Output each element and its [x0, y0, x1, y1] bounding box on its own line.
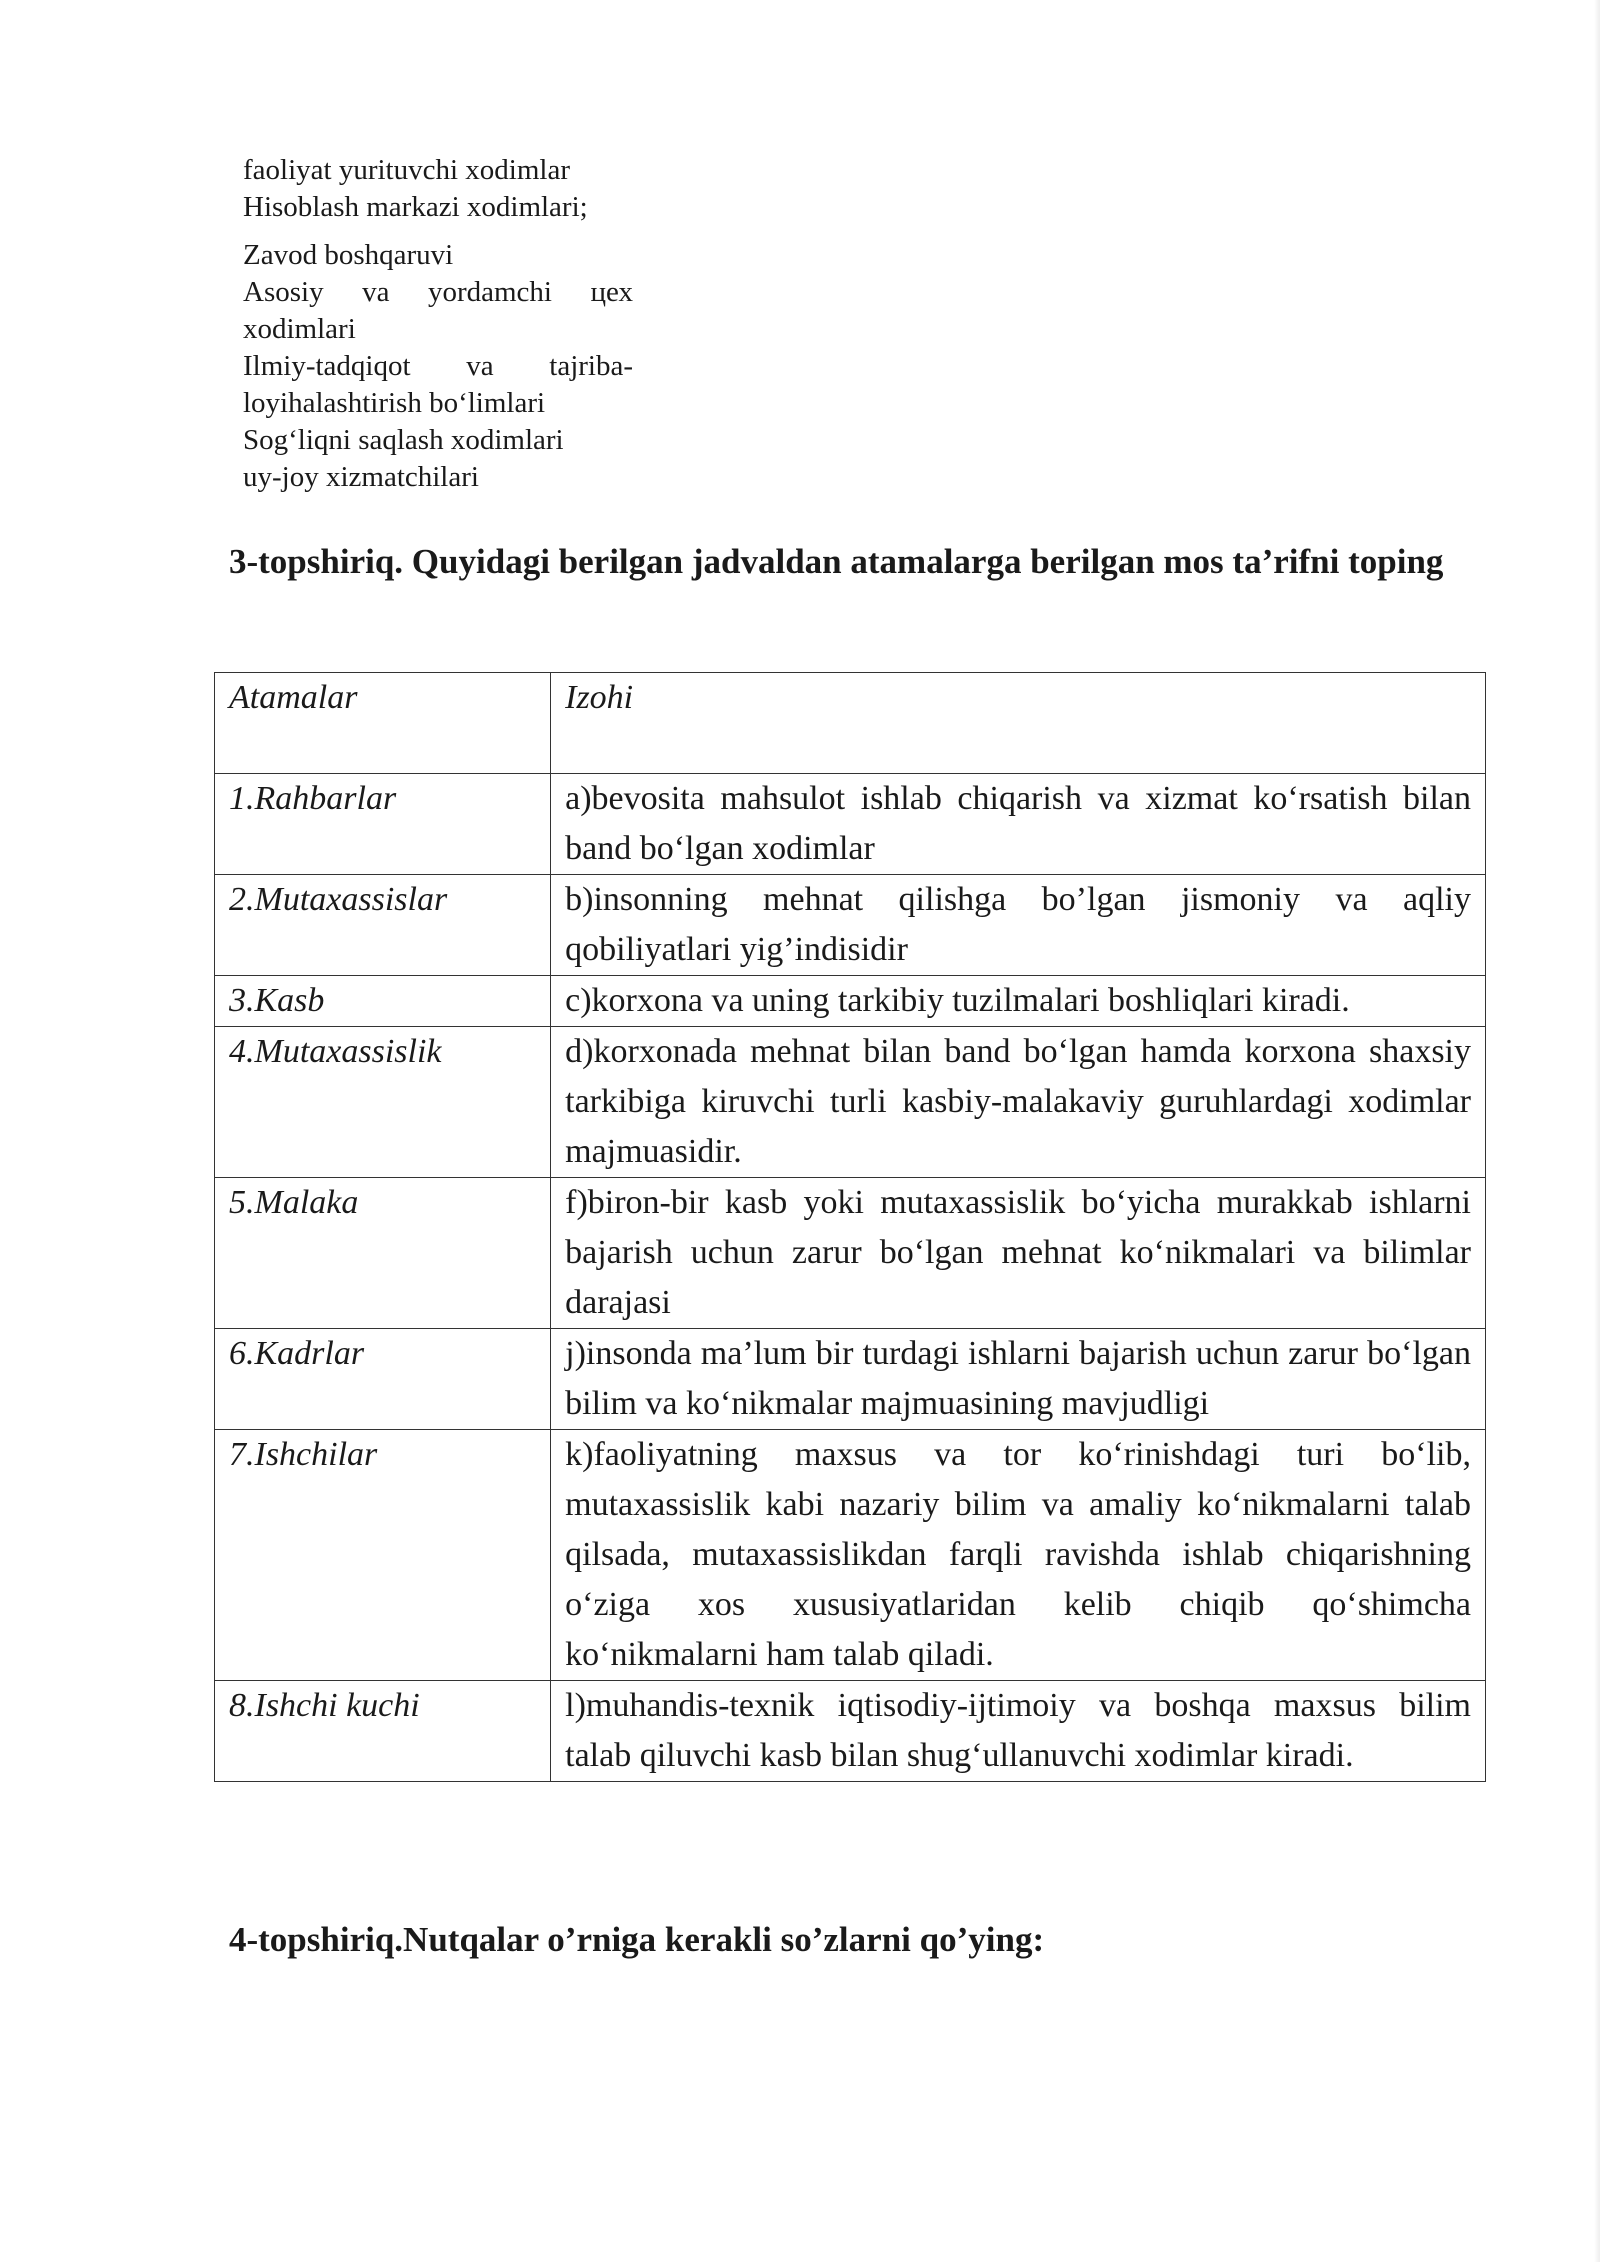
term-cell: 4.Mutaxassislik: [215, 1027, 551, 1178]
list-line: Asosiy va yordamchi цех: [243, 276, 633, 308]
terms-table: [214, 672, 1486, 1782]
header-term: Atamalar: [215, 673, 551, 774]
list-line: Hisoblash markazi xodimlari;: [243, 191, 588, 223]
description-cell: d)korxonada mehnat bilan band bo‘lgan hamda korxona shaxsiy tarkibiga kiruvchi turli kasbiy-malakaviy guruhlardagi xodimlar majmuasidir.: [551, 1027, 1486, 1178]
list-line: faoliyat yurituvchi xodimlar: [243, 154, 570, 186]
list-line: Sog‘liqni saqlash xodimlari: [243, 424, 564, 456]
list-line: xodimlari: [243, 313, 356, 345]
page-edge: [1594, 0, 1600, 2262]
term-cell: 1.Rahbarlar: [215, 774, 551, 875]
description-cell: k)faoliyatning maxsus va tor ko‘rinishdagi turi bo‘lib, mutaxassislik kabi nazariy bilim va amaliy ko‘nikmalarni talab qilsada, mutaxassislikdan farqli ravishda ishlab chiqarishning o‘ziga xos xususiyatlaridan kelib chiqib qo‘shimcha ko‘nikmalarni ham talab qiladi.: [551, 1430, 1486, 1681]
term-cell: 5.Malaka: [215, 1178, 551, 1329]
table-row: [215, 976, 1486, 1027]
description-cell: c)korxona va uning tarkibiy tuzilmalari boshliqlari kiradi.: [551, 976, 1486, 1027]
list-line: uy-joy xizmatchilari: [243, 461, 479, 493]
table-row: [215, 1329, 1486, 1430]
table-row: [215, 1681, 1486, 1782]
term-cell: 2.Mutaxassislar: [215, 875, 551, 976]
description-cell: f)biron-bir kasb yoki mutaxassislik bo‘yicha murakkab ishlarni bajarish uchun zarur bo‘lgan mehnat ko‘nikmalari va bilimlar darajasi: [551, 1178, 1486, 1329]
table-row: [215, 875, 1486, 976]
task4-heading: 4-topshiriq.Nutqalar o’rniga kerakli so’zlarni qo’ying:: [229, 1920, 1045, 1959]
description-cell: l)muhandis-texnik iqtisodiy-ijtimoiy va boshqa maxsus bilim talab qiluvchi kasb bilan shug‘ullanuvchi xodimlar kiradi.: [551, 1681, 1486, 1782]
table-row: [215, 1178, 1486, 1329]
list-line: Zavod boshqaruvi: [243, 239, 454, 271]
description-cell: j)insonda ma’lum bir turdagi ishlarni bajarish uchun zarur bo‘lgan bilim va ko‘nikmalar majmuasining mavjudligi: [551, 1329, 1486, 1430]
term-cell: 3.Kasb: [215, 976, 551, 1027]
list-line: Ilmiy-tadqiqot va tajriba-: [243, 350, 633, 382]
term-cell: 6.Kadrlar: [215, 1329, 551, 1430]
term-cell: 8.Ishchi kuchi: [215, 1681, 551, 1782]
table-row: [215, 1430, 1486, 1681]
list-line: loyihalashtirish bo‘limlari: [243, 387, 546, 419]
staff-category-list: [243, 152, 633, 496]
table-row: [215, 1027, 1486, 1178]
header-description: Izohi: [551, 673, 1486, 774]
description-cell: a)bevosita mahsulot ishlab chiqarish va xizmat ko‘rsatish bilan band bo‘lgan xodimlar: [551, 774, 1486, 875]
description-cell: b)insonning mehnat qilishga bo’lgan jismoniy va aqliy qobiliyatlari yig’indisidir: [551, 875, 1486, 976]
table-row: [215, 774, 1486, 875]
term-cell: 7.Ishchilar: [215, 1430, 551, 1681]
table-header-row: [215, 673, 1486, 774]
task3-heading: 3-topshiriq. Quyidagi berilgan jadvaldan atamalarga berilgan mos ta’rifni toping: [229, 542, 1444, 581]
